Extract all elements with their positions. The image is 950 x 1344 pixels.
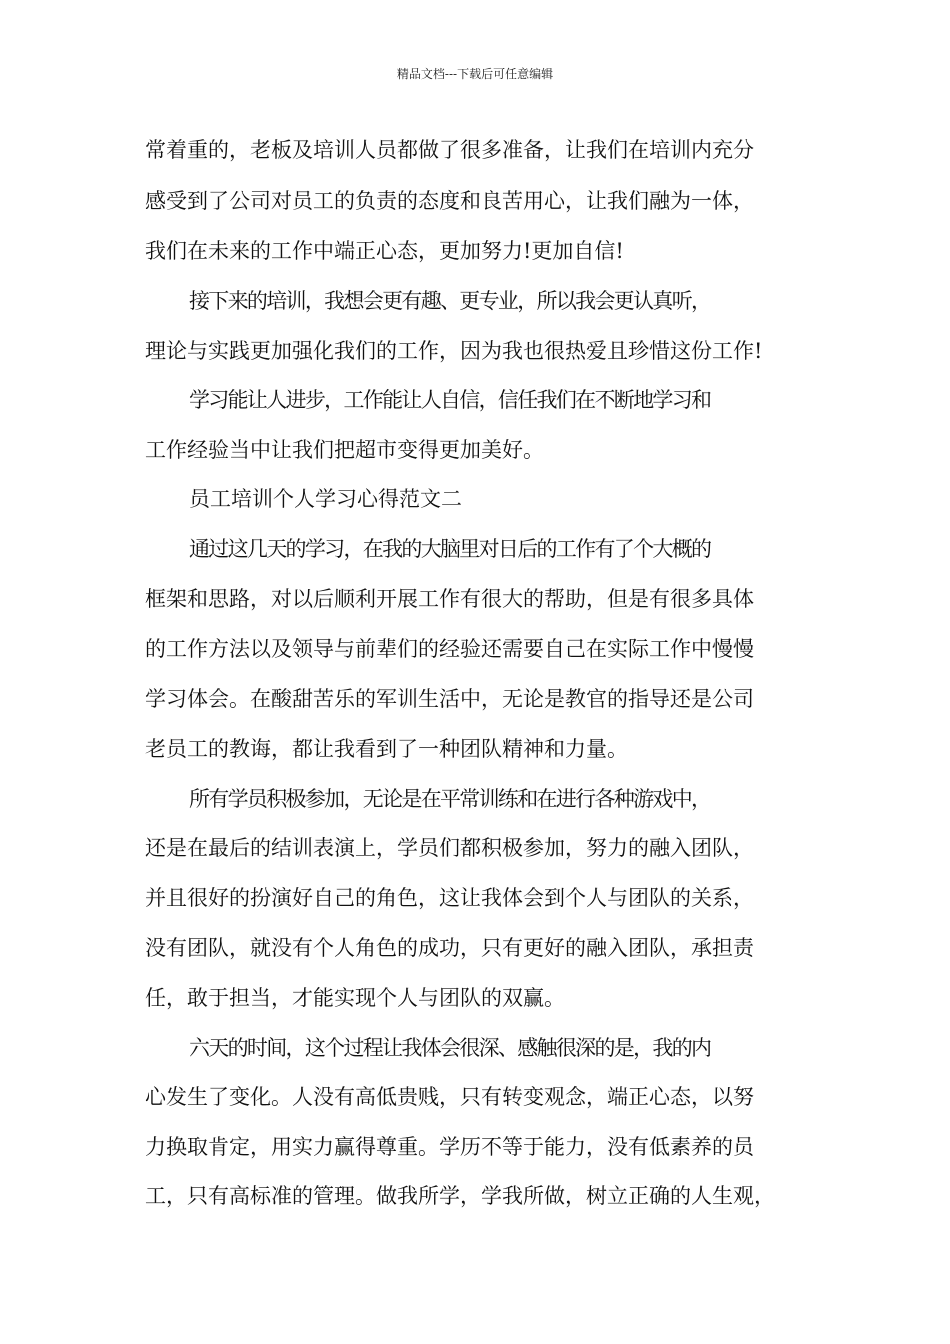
paragraph-first-line: 所有学员积极参加，无论是在平常训练和在进行各种游戏中， — [189, 787, 711, 811]
text-line: 力换取肯定，用实力赢得尊重。学历不等于能力，没有低素养的员 — [145, 1135, 754, 1159]
text-line: 老员工的教诲，都让我看到了一种团队精神和力量。 — [145, 737, 628, 761]
section-heading: 员工培训个人学习心得范文二 — [189, 487, 462, 511]
text-line: 工作经验当中让我们把超市变得更加美好。 — [145, 438, 544, 462]
text-line: 心发生了变化。人没有高低贵贱，只有转变观念，端正心态，以努 — [145, 1085, 754, 1109]
text-line: 理论与实践更加强化我们的工作，因为我也很热爱且珍惜这份工作! — [145, 339, 763, 363]
text-line: 学习体会。在酸甜苦乐的军训生活中，无论是教官的指导还是公司 — [145, 687, 754, 711]
text-line: 感受到了公司对员工的负责的态度和良苦用心，让我们融为一体， — [145, 189, 754, 213]
text-line: 并且很好的扮演好自己的角色，这让我体会到个人与团队的关系， — [145, 886, 754, 910]
text-line: 的工作方法以及领导与前辈们的经验还需要自己在实际工作中慢慢 — [145, 637, 754, 661]
text-line: 任，敢于担当，才能实现个人与团队的双赢。 — [145, 986, 565, 1010]
paragraph-first-line: 六天的时间，这个过程让我体会很深、感触很深的是，我的内 — [189, 1036, 711, 1060]
text-line: 没有团队，就没有个人角色的成功，只有更好的融入团队，承担责 — [145, 936, 754, 960]
paragraph-first-line: 接下来的培训，我想会更有趣、更专业，所以我会更认真听， — [189, 289, 711, 313]
page-header: 精品文档---下载后可任意编辑 — [396, 67, 554, 81]
paragraph-first-line: 通过这几天的学习，在我的大脑里对日后的工作有了个大概的 — [189, 537, 711, 561]
text-line: 框架和思路，对以后顺利开展工作有很大的帮助，但是有很多具体 — [145, 587, 754, 611]
text-line: 常着重的，老板及培训人员都做了很多准备，让我们在培训内充分 — [145, 138, 754, 162]
text-line: 工，只有高标准的管理。做我所学，学我所做，树立正确的人生观， — [145, 1184, 775, 1208]
paragraph-first-line: 学习能让人进步，工作能让人自信，信任我们在不断地学习和 — [189, 388, 711, 412]
text-line: 还是在最后的结训表演上，学员们都积极参加，努力的融入团队， — [145, 836, 754, 860]
text-line: 我们在未来的工作中端正心态，更加努力!更加自信! — [145, 239, 624, 263]
